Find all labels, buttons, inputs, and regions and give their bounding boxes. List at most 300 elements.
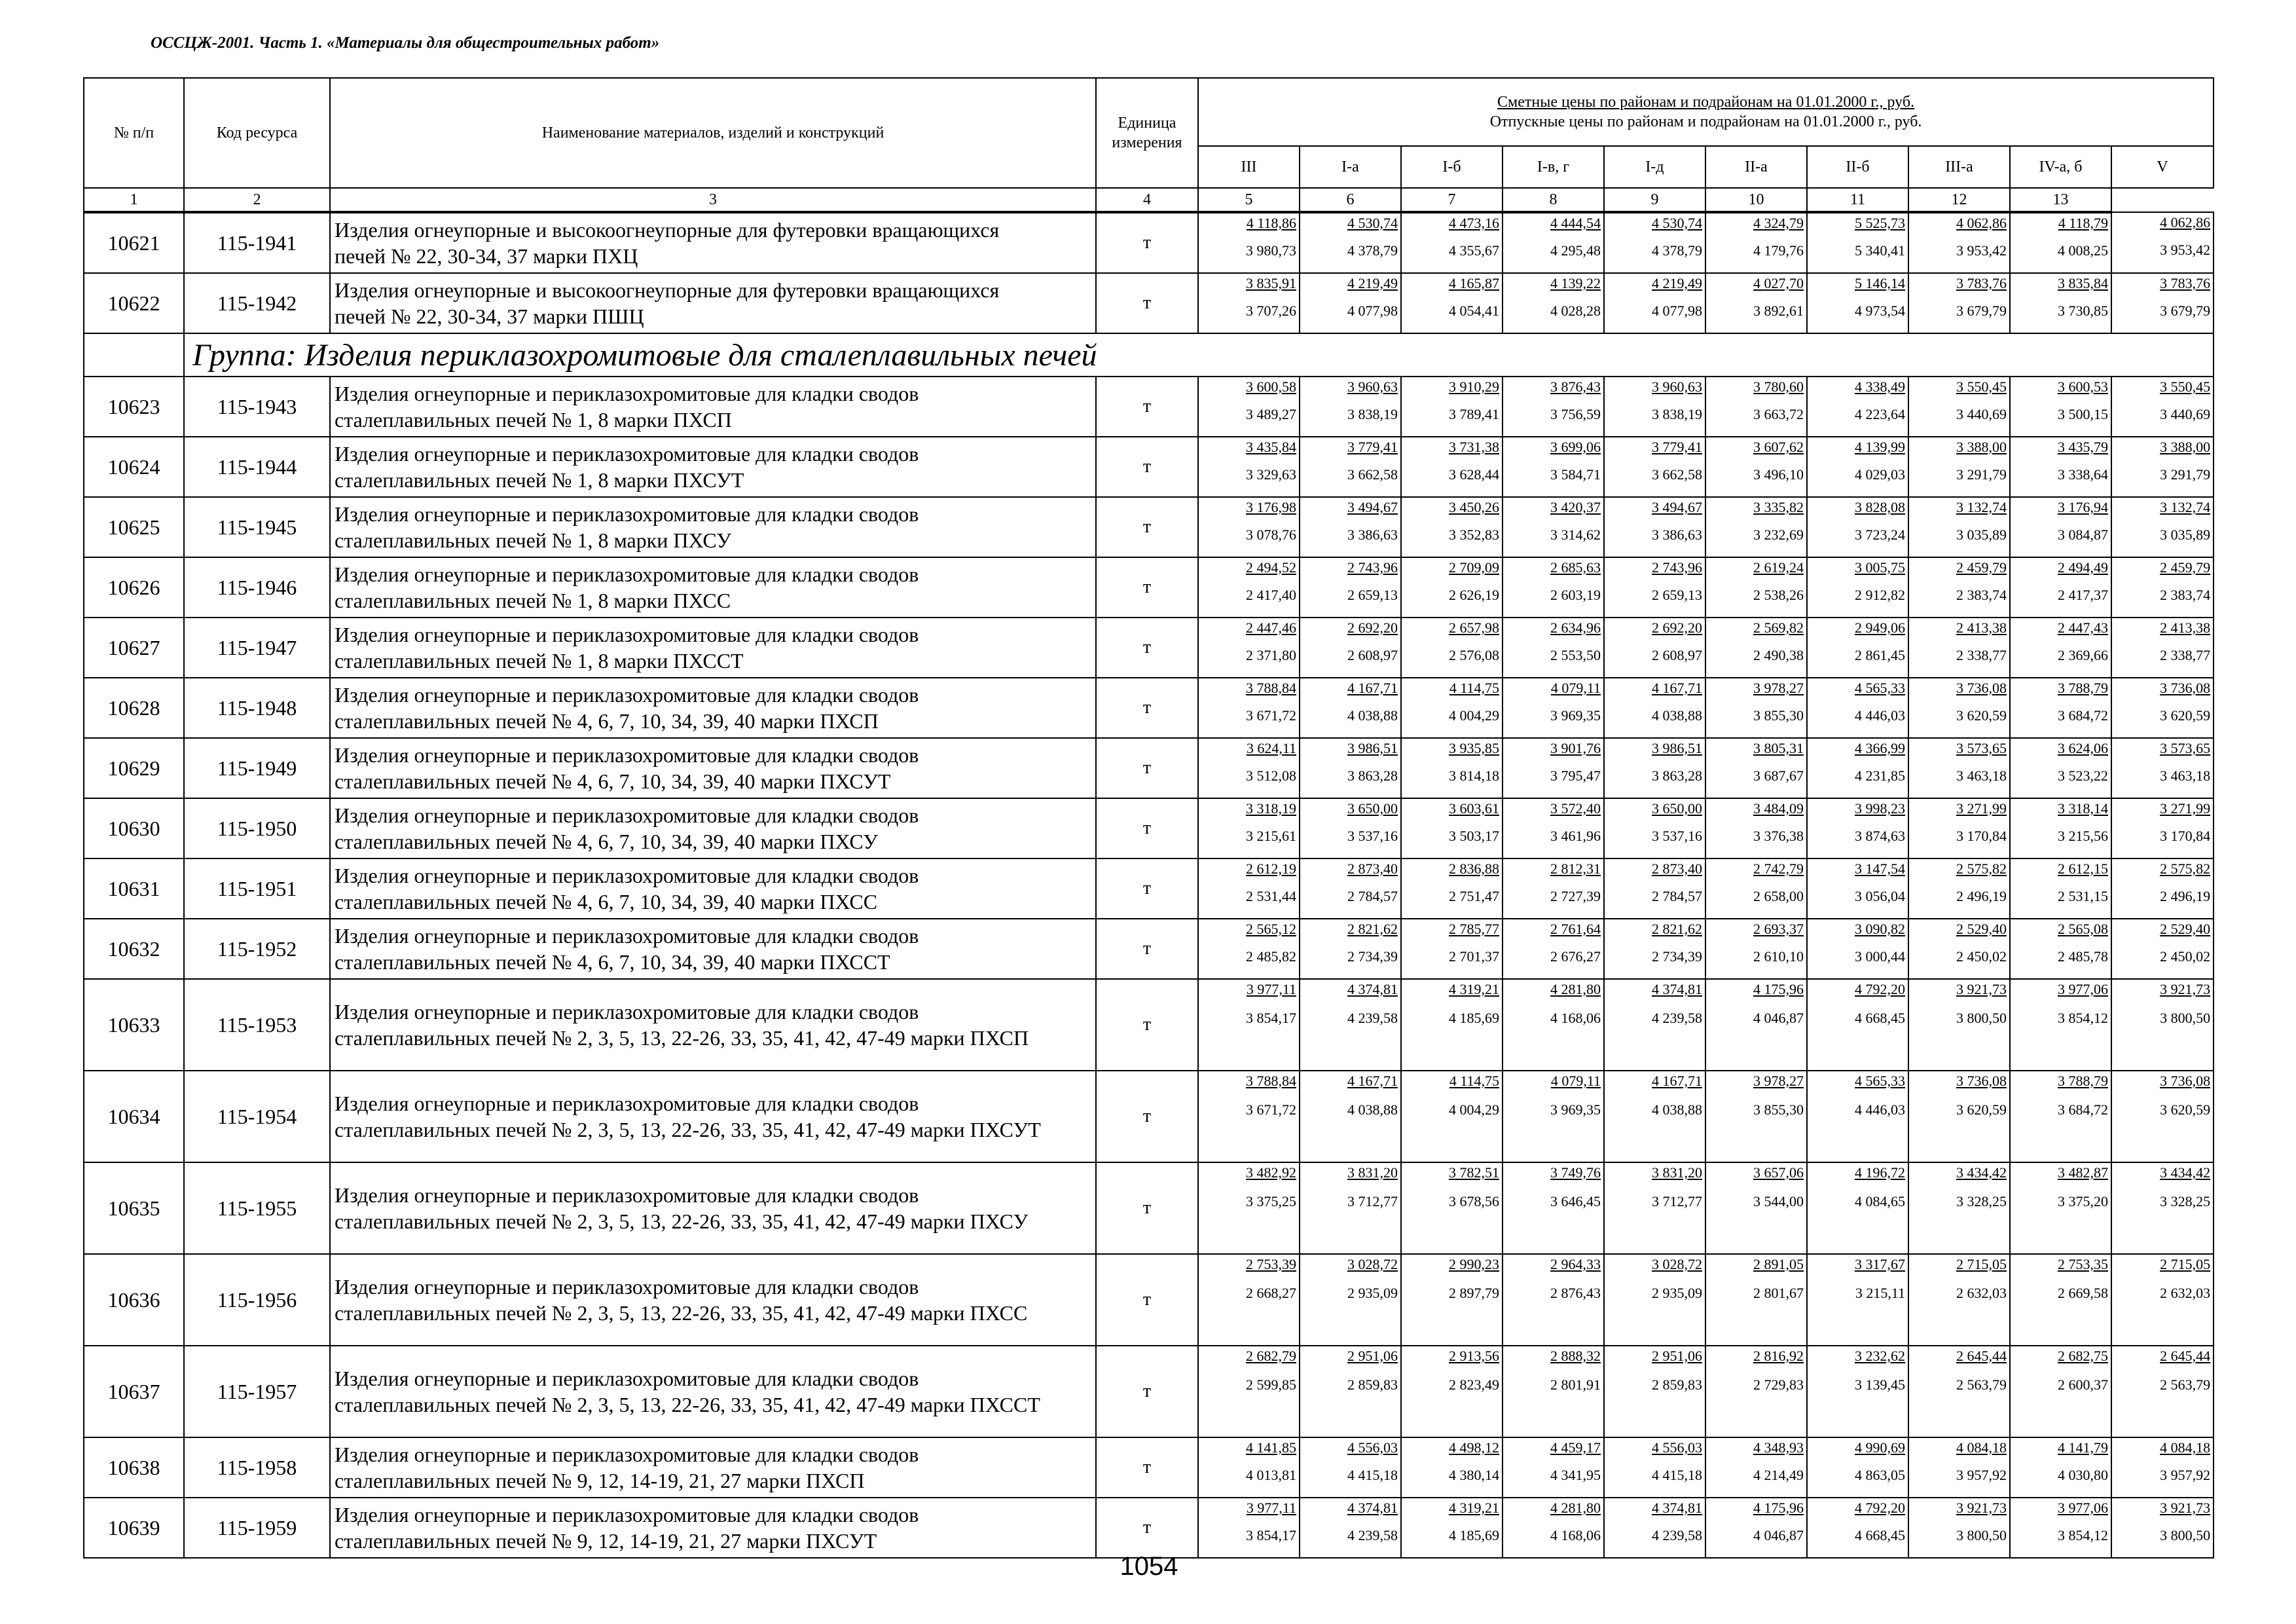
price-cell xyxy=(1401,979,1503,1071)
estimated-price: 3 005,75 xyxy=(1855,559,1905,576)
release-price: 4 973,54 xyxy=(1855,303,1905,319)
release-price: 3 352,83 xyxy=(1449,526,1499,543)
price-cell xyxy=(1198,1162,1300,1254)
estimated-price: 3 986,51 xyxy=(1652,740,1702,756)
release-price: 3 800,50 xyxy=(1956,1527,2007,1543)
release-price: 4 295,48 xyxy=(1550,242,1601,259)
estimated-price: 3 788,79 xyxy=(2058,680,2108,696)
release-price: 4 030,80 xyxy=(2058,1467,2108,1483)
price-cell xyxy=(2111,1162,2214,1254)
region-header: II-б xyxy=(1807,146,1908,188)
price-cell xyxy=(1807,437,1908,497)
material-name-line1: Изделия огнеупорные и периклазохромитовые для кладки сводов xyxy=(335,803,919,827)
estimated-price: 4 374,81 xyxy=(1652,981,1702,997)
price-cell xyxy=(1300,1437,1401,1498)
price-cell xyxy=(1807,212,1908,273)
estimated-price: 2 494,52 xyxy=(1246,559,1296,576)
estimated-price: 3 484,09 xyxy=(1753,800,1804,817)
material-name xyxy=(330,979,1096,1071)
unit-of-measure: т xyxy=(1096,557,1198,618)
resource-code: 115-1945 xyxy=(184,497,330,557)
estimated-price: 4 530,74 xyxy=(1347,215,1398,231)
estimated-price: 3 435,79 xyxy=(2058,439,2108,455)
estimated-price: 3 736,08 xyxy=(1956,1073,2007,1089)
estimated-price: 3 607,62 xyxy=(1753,439,1804,455)
price-table xyxy=(83,77,2214,1559)
release-price: 3 537,16 xyxy=(1652,828,1702,844)
release-price: 3 328,25 xyxy=(1956,1193,2007,1209)
release-price: 2 626,19 xyxy=(1449,587,1499,603)
estimated-price: 3 147,54 xyxy=(1855,860,1905,877)
release-price: 2 531,44 xyxy=(1246,888,1296,904)
estimated-price: 3 494,67 xyxy=(1347,499,1398,515)
price-cell xyxy=(2111,437,2214,497)
region-header: I-д xyxy=(1604,146,1705,188)
release-price: 2 531,15 xyxy=(2058,888,2108,904)
estimated-price: 3 600,58 xyxy=(1246,378,1296,395)
estimated-price: 3 749,76 xyxy=(1550,1164,1601,1181)
price-cell xyxy=(1300,273,1401,333)
price-cell xyxy=(1604,798,1705,858)
release-price: 4 378,79 xyxy=(1652,242,1702,259)
material-name xyxy=(330,557,1096,618)
price-cell xyxy=(1198,1346,1300,1437)
estimated-price: 2 715,05 xyxy=(1956,1256,2007,1272)
estimated-price: 3 986,51 xyxy=(1347,740,1398,756)
estimated-price: 2 743,96 xyxy=(1347,559,1398,576)
price-cell xyxy=(1503,557,1604,618)
estimated-price: 4 114,75 xyxy=(1449,1073,1499,1089)
release-price: 3 440,69 xyxy=(2160,406,2211,422)
estimated-price: 4 084,18 xyxy=(1956,1439,2007,1456)
price-cell xyxy=(1198,1254,1300,1346)
release-price: 3 707,26 xyxy=(1246,303,1296,319)
estimated-price: 2 990,23 xyxy=(1449,1256,1499,1272)
estimated-price: 3 788,84 xyxy=(1246,680,1296,696)
release-price: 3 496,10 xyxy=(1753,466,1804,483)
price-cell xyxy=(1604,1162,1705,1254)
price-cell xyxy=(1908,1254,2010,1346)
estimated-price: 2 821,62 xyxy=(1652,921,1702,937)
estimated-price: 3 550,45 xyxy=(1956,378,2007,395)
release-price: 4 185,69 xyxy=(1449,1010,1499,1026)
unit-of-measure: т xyxy=(1096,618,1198,678)
estimated-price: 4 196,72 xyxy=(1855,1164,1905,1181)
price-cell xyxy=(1908,557,2010,618)
column-number: 13 xyxy=(2010,188,2111,212)
material-name-line2: сталеплавильных печей № 9, 12, 14-19, 21, 27 марки ПХСУТ xyxy=(335,1529,877,1553)
estimated-price: 3 788,79 xyxy=(2058,1073,2108,1089)
estimated-price: 2 447,46 xyxy=(1246,619,1296,636)
estimated-price: 3 921,73 xyxy=(1956,981,2007,997)
price-cell xyxy=(1503,1498,1604,1558)
estimated-price: 2 951,06 xyxy=(1347,1348,1398,1364)
price-cell xyxy=(1807,497,1908,557)
estimated-price: 4 556,03 xyxy=(1347,1439,1398,1456)
price-cell xyxy=(2111,273,2214,333)
release-price: 2 417,40 xyxy=(1246,587,1296,603)
price-cell xyxy=(2111,858,2214,919)
material-name-line1: Изделия огнеупорные и периклазохромитовые для кладки сводов xyxy=(335,1367,919,1390)
price-cell xyxy=(1300,1346,1401,1437)
price-cell xyxy=(1503,497,1604,557)
estimated-price: 4 062,86 xyxy=(2160,214,2211,231)
release-price: 4 668,45 xyxy=(1855,1527,1905,1543)
row-number: 10623 xyxy=(84,377,184,437)
estimated-price: 2 964,33 xyxy=(1550,1256,1601,1272)
price-cell xyxy=(1604,738,1705,798)
row-number: 10626 xyxy=(84,557,184,618)
price-cell xyxy=(2010,377,2111,437)
estimated-price: 4 281,80 xyxy=(1550,981,1601,997)
prices-header-release: Отпускные цены по районам и подрайонам на 01.01.2000 г., руб. xyxy=(1489,113,1922,130)
estimated-price: 4 219,49 xyxy=(1347,275,1398,291)
estimated-price: 3 910,29 xyxy=(1449,378,1499,395)
estimated-price: 3 132,74 xyxy=(2160,499,2211,515)
release-price: 3 678,56 xyxy=(1449,1193,1499,1209)
release-price: 3 800,50 xyxy=(2160,1527,2211,1543)
estimated-price: 4 374,81 xyxy=(1347,981,1398,997)
release-price: 3 687,67 xyxy=(1753,767,1804,784)
estimated-price: 3 978,27 xyxy=(1753,1073,1804,1089)
price-cell xyxy=(1705,919,1807,979)
release-price: 3 953,42 xyxy=(2160,242,2211,258)
price-cell xyxy=(2111,1437,2214,1498)
estimated-price: 3 780,60 xyxy=(1753,378,1804,395)
price-cell xyxy=(1503,919,1604,979)
price-cell xyxy=(1807,919,1908,979)
estimated-price: 3 935,85 xyxy=(1449,740,1499,756)
release-price: 2 784,57 xyxy=(1652,888,1702,904)
release-price: 2 701,37 xyxy=(1449,948,1499,965)
material-name-line2: сталеплавильных печей № 4, 6, 7, 10, 34, 39, 40 марки ПХСУТ xyxy=(335,769,891,793)
price-cell xyxy=(1705,979,1807,1071)
price-cell xyxy=(2010,273,2111,333)
estimated-price: 3 132,74 xyxy=(1956,499,2007,515)
price-cell xyxy=(2111,979,2214,1071)
price-cell xyxy=(2010,1162,2111,1254)
release-price: 3 500,15 xyxy=(2058,406,2108,422)
release-price: 4 084,65 xyxy=(1855,1193,1905,1209)
estimated-price: 2 693,37 xyxy=(1753,921,1804,937)
table-row xyxy=(84,497,2214,557)
price-cell xyxy=(1705,437,1807,497)
release-price: 4 355,67 xyxy=(1449,242,1499,259)
estimated-price: 3 176,94 xyxy=(2058,499,2108,515)
estimated-price: 3 736,08 xyxy=(1956,680,2007,696)
release-price: 2 859,83 xyxy=(1347,1376,1398,1393)
estimated-price: 2 873,40 xyxy=(1347,860,1398,877)
price-cell xyxy=(1401,1498,1503,1558)
estimated-price: 3 650,00 xyxy=(1347,800,1398,817)
estimated-price: 3 831,20 xyxy=(1347,1164,1398,1181)
release-price: 2 632,03 xyxy=(1956,1285,2007,1301)
estimated-price: 4 079,11 xyxy=(1550,1073,1601,1089)
release-price: 3 730,85 xyxy=(2058,303,2108,319)
price-cell xyxy=(1401,919,1503,979)
material-name-line1: Изделия огнеупорные и периклазохромитовые для кладки сводов xyxy=(335,502,919,526)
release-price: 3 814,18 xyxy=(1449,767,1499,784)
material-name-line2: печей № 22, 30-34, 37 марки ПХЦ xyxy=(335,244,638,268)
estimated-price: 4 473,16 xyxy=(1449,215,1499,231)
row-number: 10639 xyxy=(84,1498,184,1558)
estimated-price: 3 831,20 xyxy=(1652,1164,1702,1181)
material-name-line2: сталеплавильных печей № 1, 8 марки ПХССТ xyxy=(335,649,744,673)
estimated-price: 3 434,42 xyxy=(1956,1164,2007,1181)
group-section xyxy=(84,333,2214,377)
row-number: 10630 xyxy=(84,798,184,858)
release-price: 4 446,03 xyxy=(1855,707,1905,724)
price-cell xyxy=(1401,557,1503,618)
table-row xyxy=(84,919,2214,979)
price-cell xyxy=(1604,1254,1705,1346)
estimated-price: 3 657,06 xyxy=(1753,1164,1804,1181)
estimated-price: 3 624,06 xyxy=(2058,740,2108,756)
estimated-price: 3 318,14 xyxy=(2058,800,2108,817)
price-cell xyxy=(1401,212,1503,273)
release-price: 3 440,69 xyxy=(1956,406,2007,422)
row-number: 10628 xyxy=(84,678,184,738)
estimated-price: 4 118,86 xyxy=(1246,215,1296,231)
price-cell xyxy=(2010,678,2111,738)
price-cell xyxy=(2111,919,2214,979)
estimated-price: 4 792,20 xyxy=(1855,981,1905,997)
release-price: 4 239,58 xyxy=(1347,1010,1398,1026)
estimated-price: 3 779,41 xyxy=(1652,439,1702,455)
price-cell xyxy=(1198,618,1300,678)
material-name-line1: Изделия огнеупорные и периклазохромитовые для кладки сводов xyxy=(335,1275,919,1299)
release-price: 3 084,87 xyxy=(2058,526,2108,543)
estimated-price: 3 090,82 xyxy=(1855,921,1905,937)
release-price: 4 029,03 xyxy=(1855,466,1905,483)
region-header: III xyxy=(1198,146,1300,188)
table-row xyxy=(84,1437,2214,1498)
material-name-line2: сталеплавильных печей № 1, 8 марки ПХСП xyxy=(335,408,732,432)
price-cell xyxy=(2010,798,2111,858)
estimated-price: 2 836,88 xyxy=(1449,860,1499,877)
estimated-price: 2 753,35 xyxy=(2058,1256,2108,1272)
release-price: 3 684,72 xyxy=(2058,707,2108,724)
release-price: 3 544,00 xyxy=(1753,1193,1804,1209)
price-cell xyxy=(1705,1437,1807,1498)
estimated-price: 2 529,40 xyxy=(2160,921,2211,937)
estimated-price: 3 550,45 xyxy=(2160,378,2211,395)
release-price: 2 861,45 xyxy=(1855,647,1905,663)
release-price: 4 239,58 xyxy=(1652,1010,1702,1026)
price-cell xyxy=(1604,1346,1705,1437)
table-row xyxy=(84,212,2214,273)
release-price: 2 600,37 xyxy=(2058,1376,2108,1393)
estimated-price: 3 921,73 xyxy=(2160,981,2211,997)
price-cell xyxy=(1503,437,1604,497)
column-number: 4 xyxy=(1096,188,1198,212)
release-price: 3 953,42 xyxy=(1956,242,2007,259)
release-price: 3 969,35 xyxy=(1550,1101,1601,1118)
release-price: 3 679,79 xyxy=(2160,303,2211,319)
unit-of-measure: т xyxy=(1096,798,1198,858)
price-cell xyxy=(2111,1071,2214,1162)
estimated-price: 4 374,81 xyxy=(1652,1500,1702,1516)
resource-code: 115-1956 xyxy=(184,1254,330,1346)
unit-of-measure: т xyxy=(1096,1498,1198,1558)
table-body-periclase xyxy=(84,377,2214,1558)
release-price: 4 013,81 xyxy=(1246,1467,1296,1483)
resource-code: 115-1951 xyxy=(184,858,330,919)
price-cell xyxy=(1503,212,1604,273)
table-row xyxy=(84,1162,2214,1254)
release-price: 3 512,08 xyxy=(1246,767,1296,784)
price-cell xyxy=(1705,678,1807,738)
price-cell xyxy=(2010,557,2111,618)
release-price: 3 078,76 xyxy=(1246,526,1296,543)
estimated-price: 2 565,12 xyxy=(1246,921,1296,937)
unit-of-measure: т xyxy=(1096,979,1198,1071)
price-cell xyxy=(1198,212,1300,273)
material-name-line1: Изделия огнеупорные и периклазохромитовые для кладки сводов xyxy=(335,1092,919,1115)
release-price: 3 863,28 xyxy=(1652,767,1702,784)
price-cell xyxy=(1401,1254,1503,1346)
price-cell xyxy=(1401,678,1503,738)
estimated-price: 3 960,63 xyxy=(1652,378,1702,395)
estimated-price: 2 645,44 xyxy=(1956,1348,2007,1364)
price-cell xyxy=(1300,497,1401,557)
price-cell xyxy=(1705,1254,1807,1346)
price-cell xyxy=(2010,497,2111,557)
estimated-price: 3 901,76 xyxy=(1550,740,1601,756)
release-price: 2 935,09 xyxy=(1347,1285,1398,1301)
estimated-price: 3 977,06 xyxy=(2058,1500,2108,1516)
estimated-price: 3 921,73 xyxy=(1956,1500,2007,1516)
price-cell xyxy=(1807,1346,1908,1437)
estimated-price: 2 742,79 xyxy=(1753,860,1804,877)
release-price: 3 463,18 xyxy=(1956,767,2007,784)
price-cell xyxy=(2010,1437,2111,1498)
price-cell xyxy=(1705,1346,1807,1437)
price-cell xyxy=(1705,798,1807,858)
price-cell xyxy=(1807,1498,1908,1558)
material-name xyxy=(330,858,1096,919)
estimated-price: 3 921,73 xyxy=(2160,1500,2211,1516)
price-cell xyxy=(1198,1498,1300,1558)
estimated-price: 4 219,49 xyxy=(1652,275,1702,291)
price-cell xyxy=(1604,1437,1705,1498)
estimated-price: 4 167,71 xyxy=(1347,680,1398,696)
estimated-price: 2 913,56 xyxy=(1449,1348,1499,1364)
price-table-container xyxy=(83,77,2212,1559)
release-price: 3 712,77 xyxy=(1652,1193,1702,1209)
estimated-price: 4 348,93 xyxy=(1753,1439,1804,1456)
release-price: 2 417,37 xyxy=(2058,587,2108,603)
price-cell xyxy=(1807,557,1908,618)
material-name-line1: Изделия огнеупорные и периклазохромитовые для кладки сводов xyxy=(335,743,919,767)
price-cell xyxy=(1300,437,1401,497)
estimated-price: 2 575,82 xyxy=(1956,860,2007,877)
release-price: 3 854,17 xyxy=(1246,1010,1296,1026)
price-cell xyxy=(1807,1437,1908,1498)
release-price: 3 375,25 xyxy=(1246,1193,1296,1209)
price-cell xyxy=(1908,919,2010,979)
price-cell xyxy=(1198,557,1300,618)
price-cell xyxy=(1401,618,1503,678)
release-price: 3 489,27 xyxy=(1246,406,1296,422)
estimated-price: 3 977,11 xyxy=(1246,981,1296,997)
price-cell xyxy=(1604,437,1705,497)
estimated-price: 3 624,11 xyxy=(1246,740,1296,756)
price-cell xyxy=(1908,738,2010,798)
material-name-line1: Изделия огнеупорные и периклазохромитовые для кладки сводов xyxy=(335,382,919,405)
estimated-price: 3 650,00 xyxy=(1652,800,1702,817)
estimated-price: 2 685,63 xyxy=(1550,559,1601,576)
price-cell xyxy=(1300,1254,1401,1346)
price-cell xyxy=(1401,738,1503,798)
release-price: 4 038,88 xyxy=(1652,1101,1702,1118)
price-cell xyxy=(1705,1498,1807,1558)
column-number: 1 xyxy=(84,188,184,212)
price-cell xyxy=(1401,377,1503,437)
release-price: 4 038,88 xyxy=(1347,707,1398,724)
price-cell xyxy=(1503,979,1604,1071)
estimated-price: 3 978,27 xyxy=(1753,680,1804,696)
release-price: 3 838,19 xyxy=(1652,406,1702,422)
price-cell xyxy=(1705,557,1807,618)
price-cell xyxy=(1807,798,1908,858)
row-number: 10636 xyxy=(84,1254,184,1346)
price-cell xyxy=(1300,858,1401,919)
price-cell xyxy=(2010,979,2111,1071)
price-cell xyxy=(1401,858,1503,919)
estimated-price: 3 876,43 xyxy=(1550,378,1601,395)
table-row xyxy=(84,273,2214,333)
estimated-price: 4 167,71 xyxy=(1652,680,1702,696)
price-cell xyxy=(1705,618,1807,678)
region-header: I-б xyxy=(1401,146,1503,188)
price-cell xyxy=(1908,798,2010,858)
estimated-price: 3 736,08 xyxy=(2160,1073,2211,1089)
release-price: 3 139,45 xyxy=(1855,1376,1905,1393)
estimated-price: 2 753,39 xyxy=(1246,1256,1296,1272)
price-cell xyxy=(1503,1346,1604,1437)
row-number: 10633 xyxy=(84,979,184,1071)
estimated-price: 4 141,79 xyxy=(2058,1439,2108,1456)
release-price: 3 620,59 xyxy=(1956,707,2007,724)
release-price: 4 380,14 xyxy=(1449,1467,1499,1483)
material-name-line2: сталеплавильных печей № 4, 6, 7, 10, 34, 39, 40 марки ПХСП xyxy=(335,709,879,733)
estimated-price: 4 027,70 xyxy=(1753,275,1804,291)
estimated-price: 5 146,14 xyxy=(1855,275,1905,291)
release-price: 3 537,16 xyxy=(1347,828,1398,844)
row-number: 10635 xyxy=(84,1162,184,1254)
table-row xyxy=(84,557,2214,618)
price-cell xyxy=(1908,678,2010,738)
release-price: 2 563,79 xyxy=(1956,1376,2007,1393)
release-price: 2 801,67 xyxy=(1753,1285,1804,1301)
estimated-price: 3 335,82 xyxy=(1753,499,1804,515)
release-price: 2 485,78 xyxy=(2058,948,2108,965)
column-header-num: № п/п xyxy=(84,78,184,188)
release-price: 2 734,39 xyxy=(1652,948,1702,965)
estimated-price: 3 271,99 xyxy=(2160,800,2211,817)
estimated-price: 4 281,80 xyxy=(1550,1500,1601,1516)
price-cell xyxy=(1503,738,1604,798)
release-price: 3 646,45 xyxy=(1550,1193,1601,1209)
estimated-price: 4 319,21 xyxy=(1449,1500,1499,1516)
price-cell xyxy=(1807,979,1908,1071)
release-price: 4 863,05 xyxy=(1855,1467,1905,1483)
column-number: 10 xyxy=(1705,188,1807,212)
release-price: 4 168,06 xyxy=(1550,1010,1601,1026)
estimated-price: 4 139,99 xyxy=(1855,439,1905,455)
release-price: 3 855,30 xyxy=(1753,707,1804,724)
